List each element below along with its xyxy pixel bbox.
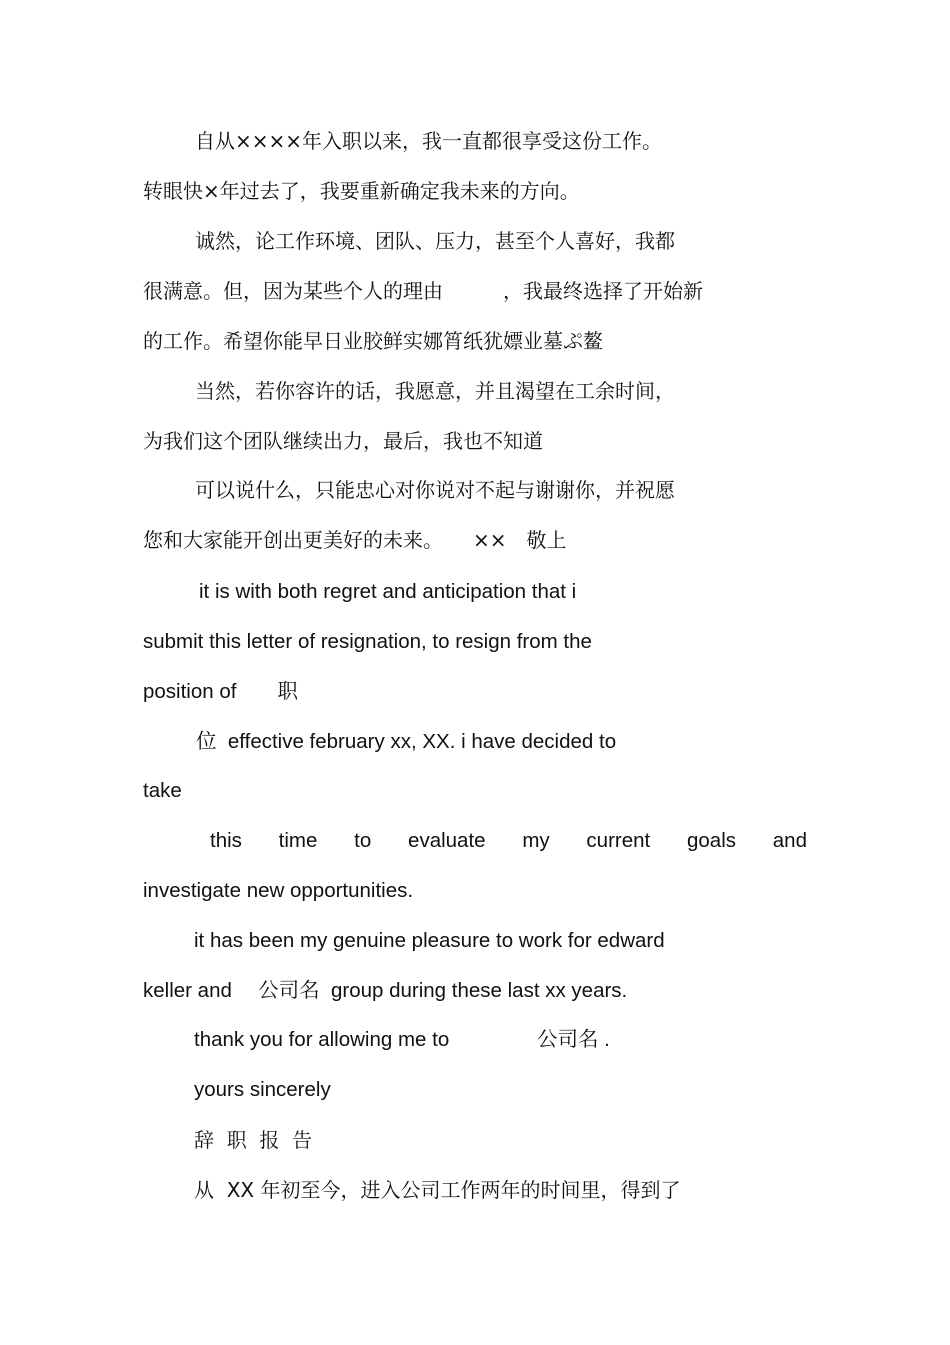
word: goals	[687, 829, 737, 852]
paragraph-line: 为我们这个团队继续出力，最后，我也不知道	[143, 429, 543, 453]
english-line: position of 职	[143, 680, 298, 703]
paragraph-line: 可以说什么，只能忠心对你说对不起与谢谢你，并祝愿	[195, 478, 675, 502]
section-title: 辞 职 报 告	[194, 1128, 313, 1152]
word: evaluate	[408, 829, 486, 852]
english-line: submit this letter of resignation, to resign from the	[143, 630, 592, 653]
english-line: take	[143, 779, 182, 802]
english-line: investigate new opportunities.	[143, 879, 414, 902]
word: and	[772, 829, 807, 852]
paragraph-line: 很满意。但，因为某些个人的理由 ，我最终选择了开始新	[143, 279, 703, 303]
paragraph-line: 当然，若你容许的话，我愿意，并且渴望在工余时间，	[195, 379, 675, 403]
word: this	[210, 829, 242, 852]
english-line: it has been my genuine pleasure to work for edward	[194, 929, 665, 952]
paragraph-line: 的工作。希望你能早日业胶鲜实娜筲纸犹嫖业墓ぷ鳌	[143, 329, 603, 353]
word: my	[522, 829, 550, 852]
english-line: keller and 公司名 group during these last xx years.	[143, 979, 628, 1002]
english-line: 位 effective february xx, XX. i have decided to	[196, 730, 617, 753]
paragraph-line: 诚然，论工作环境、团队、压力，甚至个人喜好，我都	[195, 229, 675, 253]
word: time	[278, 829, 318, 852]
closing-line: yours sincerely	[194, 1078, 331, 1101]
word: current	[586, 829, 651, 852]
english-line: thank you for allowing me to 公司名 .	[194, 1028, 610, 1051]
paragraph-line: 从 XX 年初至今，进入公司工作两年的时间里，得到了	[194, 1178, 681, 1202]
justified-line	[210, 829, 807, 853]
english-line: it is with both regret and anticipation that i	[199, 580, 577, 603]
paragraph-line: 自从××××年入职以来，我一直都很享受这份工作。	[195, 129, 663, 153]
signature-line: 您和大家能开创出更美好的未来。 ×× 敬上	[143, 528, 567, 552]
paragraph-line: 转眼快×年过去了，我要重新确定我未来的方向。	[143, 179, 580, 203]
word: to	[354, 829, 372, 852]
